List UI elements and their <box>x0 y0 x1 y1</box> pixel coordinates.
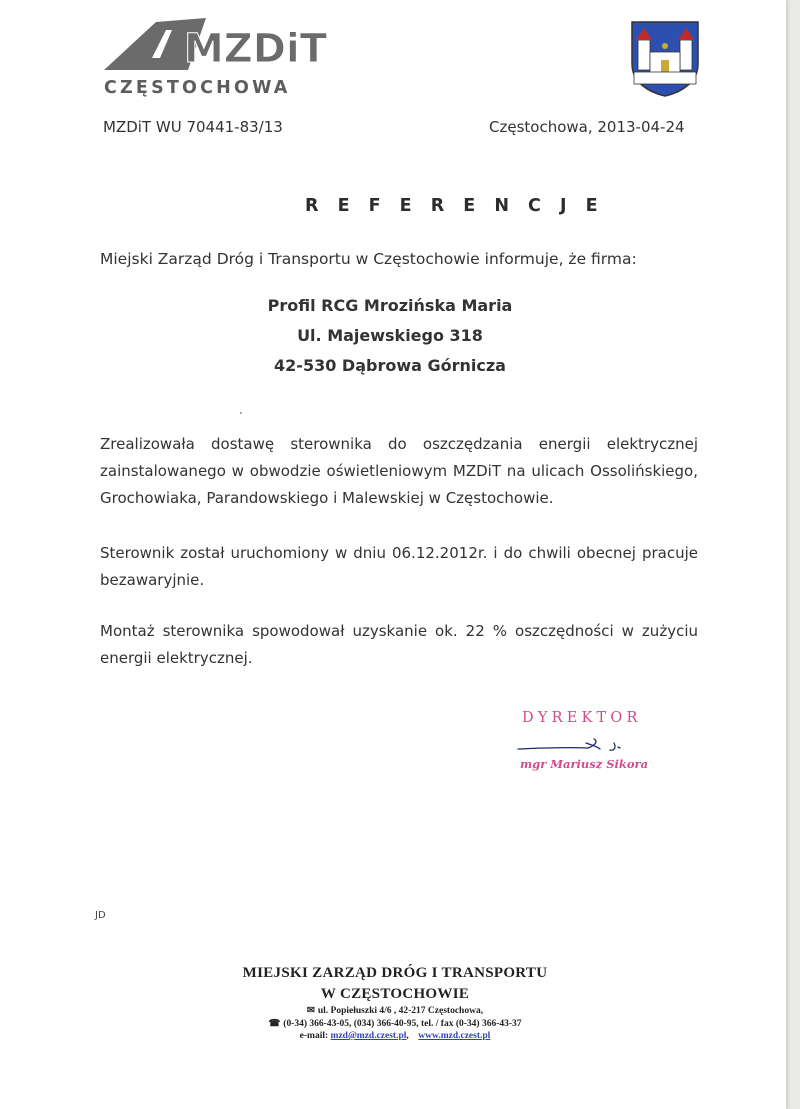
company-city: 42-530 Dąbrowa Górnicza <box>274 356 506 375</box>
footer-city: W CZĘSTOCHOWIE <box>320 986 470 1002</box>
coat-of-arms-icon <box>628 18 702 98</box>
footer-address <box>180 1005 610 1016</box>
company-name: Profil RCG Mrozińska Maria <box>267 296 513 315</box>
body-paragraph: Zrealizowała dostawę sterownika do oszczędzania energii elektrycznej zainstalowanego w obwodzie oświetleniowym MZDiT na ulicach Ossolińskiego, Grochowiaka, Parandowskiego i Malewskiej w Częstochowie. <box>100 435 698 507</box>
footer-phones <box>180 1018 610 1029</box>
reference-number: MZDiT WU 70441-83/13 <box>103 118 283 136</box>
logo-brand-text: MZDiT <box>184 26 328 72</box>
footer-institution: MIEJSKI ZARZĄD DRÓG I TRANSPORTU <box>242 965 548 981</box>
director-name: mgr Mariusz Sikora <box>520 757 649 771</box>
footer-contact <box>180 1031 610 1041</box>
email-label: e-mail: <box>299 1031 329 1041</box>
email-separator: , <box>406 1031 409 1041</box>
logo-city: CZĘSTOCHOWA <box>104 78 291 98</box>
footer-phones-text: (0-34) 366-43-05, (034) 366-40-95, tel. / fax (0-34) 366-43-37 <box>283 1019 522 1029</box>
envelope-icon: ✉ <box>306 1006 315 1016</box>
scan-speck <box>240 412 242 414</box>
document-title: R E F E R E N C J E <box>305 196 605 216</box>
place-date: Częstochowa, 2013-04-24 <box>489 118 685 136</box>
typist-initials: JD <box>95 910 106 921</box>
body-paragraph: Montaż sterownika spowodował uzyskanie ok. 22 % oszczędności w zużyciu energii elektrycznej. <box>100 622 698 667</box>
body-paragraph: Sterownik został uruchomiony w dniu 06.12.2012r. i do chwili obecnej pracuje bezawaryjnie. <box>100 544 698 589</box>
director-title: DYREKTOR <box>522 710 642 726</box>
website-link[interactable]: www.mzd.czest.pl <box>418 1031 491 1041</box>
phone-icon: ☎ <box>268 1019 281 1029</box>
intro-text: Miejski Zarząd Dróg i Transportu w Częstochowie informuje, że firma: <box>100 250 637 268</box>
company-street: Ul. Majewskiego 318 <box>297 326 483 345</box>
footer-address-text: ul. Popiełuszki 4/6 , 42-217 Częstochowa, <box>317 1006 484 1016</box>
email-link[interactable]: mzd@mzd.czest.pl <box>330 1031 407 1041</box>
